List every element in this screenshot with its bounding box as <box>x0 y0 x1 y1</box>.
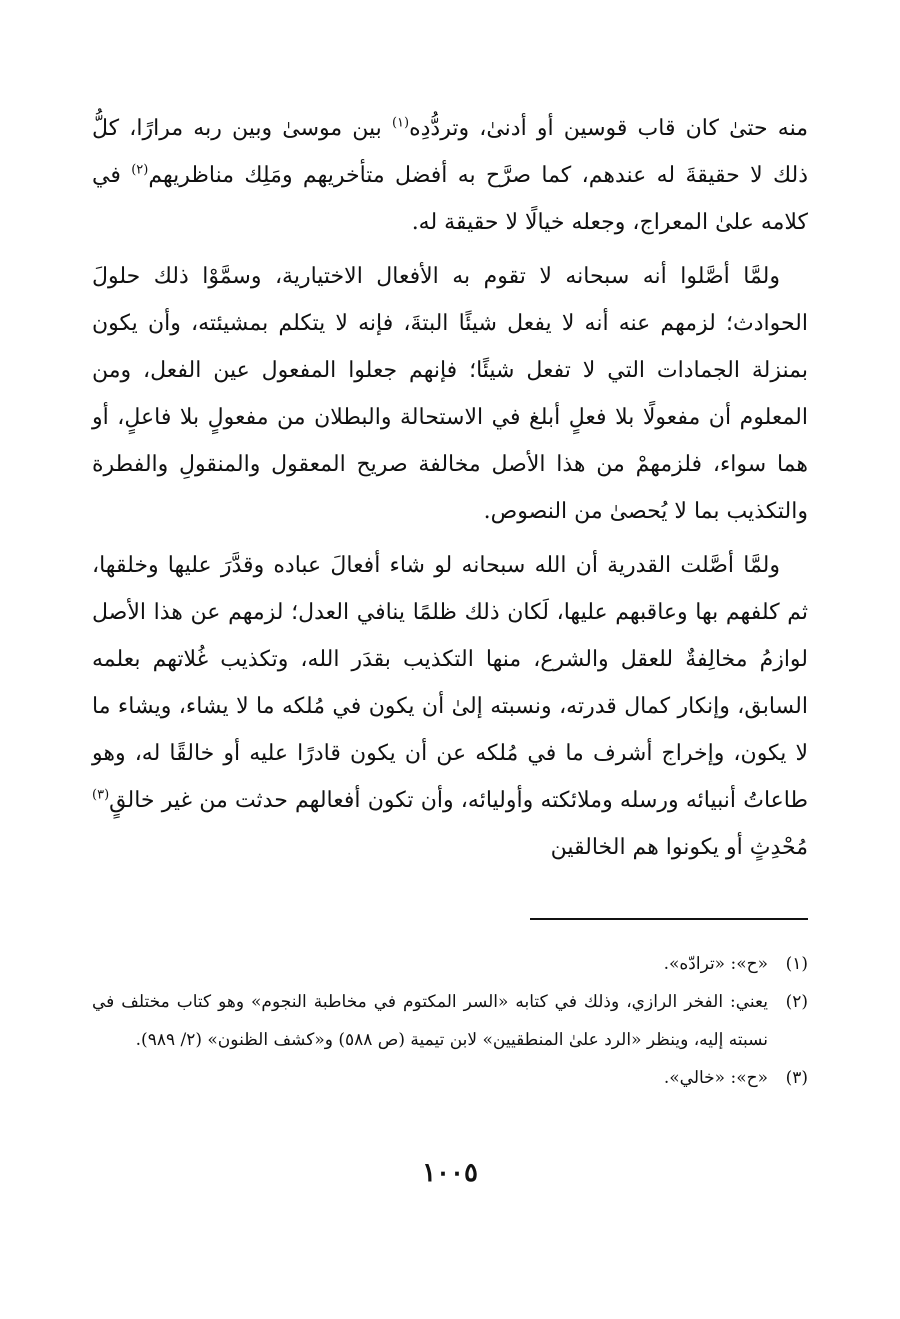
footnote-text: يعني: الفخر الرازي، وذلك في كتابه «السر المكتوم في مخاطبة النجوم» وهو كتاب مختلف في نسبته إليه، وينظر «الرد علىٰ المنطقيين» لابن تيمية (ص ٥٨٨) و«كشف الظنون» (٢/ ٩٨٩). <box>92 992 768 1050</box>
footnote-reference: (٢) <box>131 162 149 178</box>
footnote-text: «ح»: «ترادّه». <box>663 954 768 974</box>
paragraph <box>92 542 808 871</box>
main-text <box>92 105 808 878</box>
footnote-number: (١) <box>785 954 808 974</box>
paragraph <box>92 253 808 535</box>
footnote <box>92 945 808 983</box>
text-segment: بين موسىٰ وبين ربه مرارًا، كلُّ ذلك لا حقيقةَ له عندهم، كما صرَّح به أفضل متأخريهم ومَلِك مناظريهم <box>92 116 808 188</box>
paragraph <box>92 105 808 246</box>
footnote-number: (٢) <box>785 992 808 1012</box>
footnote-text: «ح»: «خالي». <box>663 1068 768 1088</box>
footnote-reference: (١) <box>391 115 410 131</box>
footnote-separator <box>530 918 808 920</box>
text-segment: ولمَّا أصَّلوا أنه سبحانه لا تقوم به الأفعال الاختيارية، وسمَّوْا ذلك حلولَ الحوادث؛ لزمهم عنه أنه لا يفعل شيئًا البتةَ، فإنه لا يتكلم بمشيئته، وأن يكون بمنزلة الجمادات التي لا تفعل شيئًا؛ فإنهم جعلوا المفعول عين الفعل، ومن المعلوم أن مفعولًا بلا فعلٍ أبلغ في الاستحالة والبطلان من مفعولٍ بلا فاعلٍ، أو هما سواء، فلزمهمْ من هذا الأصل مخالفة صريح المعقول والمنقولِ والفطرة والتكذيب بما لا يُحصىٰ من النصوص. <box>92 264 808 524</box>
text-segment: مُحْدِثٍ أو يكونوا هم الخالقين <box>550 835 808 860</box>
footnote <box>92 1059 808 1097</box>
footnote-number: (٣) <box>785 1068 808 1088</box>
text-segment: في كلامه علىٰ المعراج، وجعله خيالًا لا حقيقة له. <box>92 163 808 235</box>
page-number: ١٠٠٥ <box>422 1158 478 1188</box>
footnote-reference: (٣) <box>92 787 110 803</box>
text-segment: ولمَّا أصَّلت القدرية أن الله سبحانه لو شاء أفعالَ عباده وقدَّرَ عليها وخلقها، ثم كلفهم بها وعاقبهم عليها، لَكان ذلك ظلمًا ينافي العدل؛ لزمهم عن هذا الأصل لوازمُ مخالِفةٌ للعقل والشرع، منها التكذيب بقدَر الله، وتكذيب غُلاتهم بعلمه السابق، وإنكار كمال قدرته، ونسبته إلىٰ أن يكون في مُلكه ما لا يشاء، ويشاء ما لا يكون، وإخراج أشرف ما في مُلكه عن أن يكون قادرًا عليه أو خالقًا له، وهو طاعاتُ أنبيائه ورسله وملائكته وأوليائه، وأن تكون أفعالهم حدثت من غير خالقٍ <box>92 553 808 813</box>
footnote <box>92 983 808 1059</box>
footnotes <box>92 945 808 1097</box>
text-segment: منه حتىٰ كان قاب قوسين أو أدنىٰ، وتردُّدِه <box>409 116 809 141</box>
